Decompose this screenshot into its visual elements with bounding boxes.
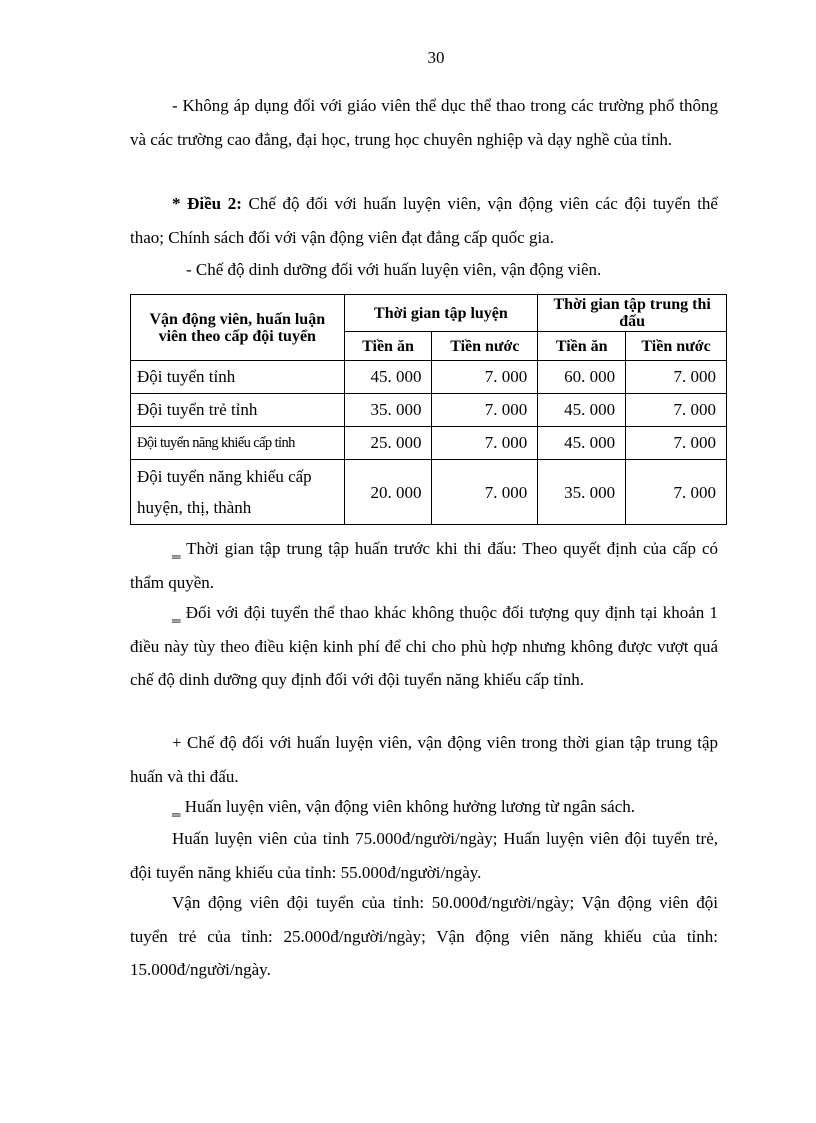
paragraph-no-salary: ‗ Huấn luyện viên, vận động viên không hưởng lương từ ngân sách. [172, 797, 635, 816]
paragraph-article-2 [130, 187, 718, 254]
table-row [131, 394, 727, 427]
row-team-name: Đội tuyển tỉnh [131, 361, 345, 394]
row-train-water: 7. 000 [432, 427, 538, 460]
subheader-training-food: Tiền ăn [344, 332, 432, 361]
row-comp-food: 45. 000 [538, 427, 626, 460]
row-comp-water: 7. 000 [626, 427, 727, 460]
table-row [131, 427, 727, 460]
row-comp-food: 60. 000 [538, 361, 626, 394]
nutrition-table [130, 294, 727, 525]
table-row [131, 460, 727, 525]
row-train-water: 7. 000 [432, 361, 538, 394]
row-train-food: 20. 000 [344, 460, 432, 525]
row-comp-water: 7. 000 [626, 394, 727, 427]
row-comp-water: 7. 000 [626, 361, 727, 394]
paragraph-training-time: ‗ Thời gian tập trung tập huấn trước khi thi đấu: Theo quyết định của cấp có thẩm quyền. [130, 539, 718, 592]
row-team-name [131, 460, 345, 525]
paragraph-regime: + Chế độ đối với huấn luyện viên, vận động viên trong thời gian tập trung tập huấn và thi đấu. [130, 733, 718, 786]
header-team-level: Vận động viên, huấn luận viên theo cấp đội tuyển [131, 295, 345, 361]
row-team-name: Đội tuyển năng khiếu cấp tỉnh [131, 427, 345, 460]
paragraph-nutrition: - Chế độ dinh dưỡng đối với huấn luyện viên, vận động viên. [186, 260, 602, 279]
subheader-competition-food: Tiền ăn [538, 332, 626, 361]
row-team-name-line2: huyện, thị, thành [137, 498, 252, 517]
row-team-name-line1: Đội tuyển năng khiếu cấp [137, 467, 312, 486]
row-train-water: 7. 000 [432, 460, 538, 525]
paragraph-other-teams: ‗ Đối với đội tuyển thể thao khác không thuộc đối tượng quy định tại khoản 1 điều này tùy theo điều kiện kinh phí để chi cho phù hợp nhưng không được vượt quá chế độ dinh dưỡng quy định đối với đội tuyển năng khiếu cấp tỉnh. [130, 603, 718, 689]
article-2-label: * Điều 2: [172, 194, 242, 213]
header-competition-time: Thời gian tập trung thi đấu [538, 295, 727, 332]
row-comp-food: 35. 000 [538, 460, 626, 525]
page-number: 30 [427, 48, 445, 67]
paragraph-exclusion: - Không áp dụng đối với giáo viên thể dục thể thao trong các trường phổ thông và các trường cao đẳng, đại học, trung học chuyên nghiệp và dạy nghề của tỉnh. [130, 96, 718, 149]
subheader-competition-water: Tiền nước [626, 332, 727, 361]
paragraph-athlete-rates: Vận động viên đội tuyển của tỉnh: 50.000đ/người/ngày; Vận động viên đội tuyển trẻ của tỉnh: 25.000đ/người/ngày; Vận động viên năng khiếu của tỉnh: 15.000đ/người/ngày. [130, 893, 718, 979]
row-team-name: Đội tuyển trẻ tỉnh [131, 394, 345, 427]
row-train-food: 35. 000 [344, 394, 432, 427]
table-row [131, 361, 727, 394]
row-comp-water: 7. 000 [626, 460, 727, 525]
article-2-text: Chế độ đối với huấn luyện viên, vận động viên các đội tuyển thể thao; Chính sách đối với vận động viên đạt đẳng cấp quốc gia. [130, 194, 718, 247]
paragraph-coach-rates: Huấn luyện viên của tỉnh 75.000đ/người/ngày; Huấn luyện viên đội tuyển trẻ, đội tuyển năng khiếu của tỉnh: 55.000đ/người/ngày. [130, 829, 718, 882]
row-train-water: 7. 000 [432, 394, 538, 427]
table-header-row [131, 295, 727, 332]
header-training-time: Thời gian tập luyện [344, 295, 538, 332]
subheader-training-water: Tiền nước [432, 332, 538, 361]
row-train-food: 45. 000 [344, 361, 432, 394]
row-comp-food: 45. 000 [538, 394, 626, 427]
row-train-food: 25. 000 [344, 427, 432, 460]
